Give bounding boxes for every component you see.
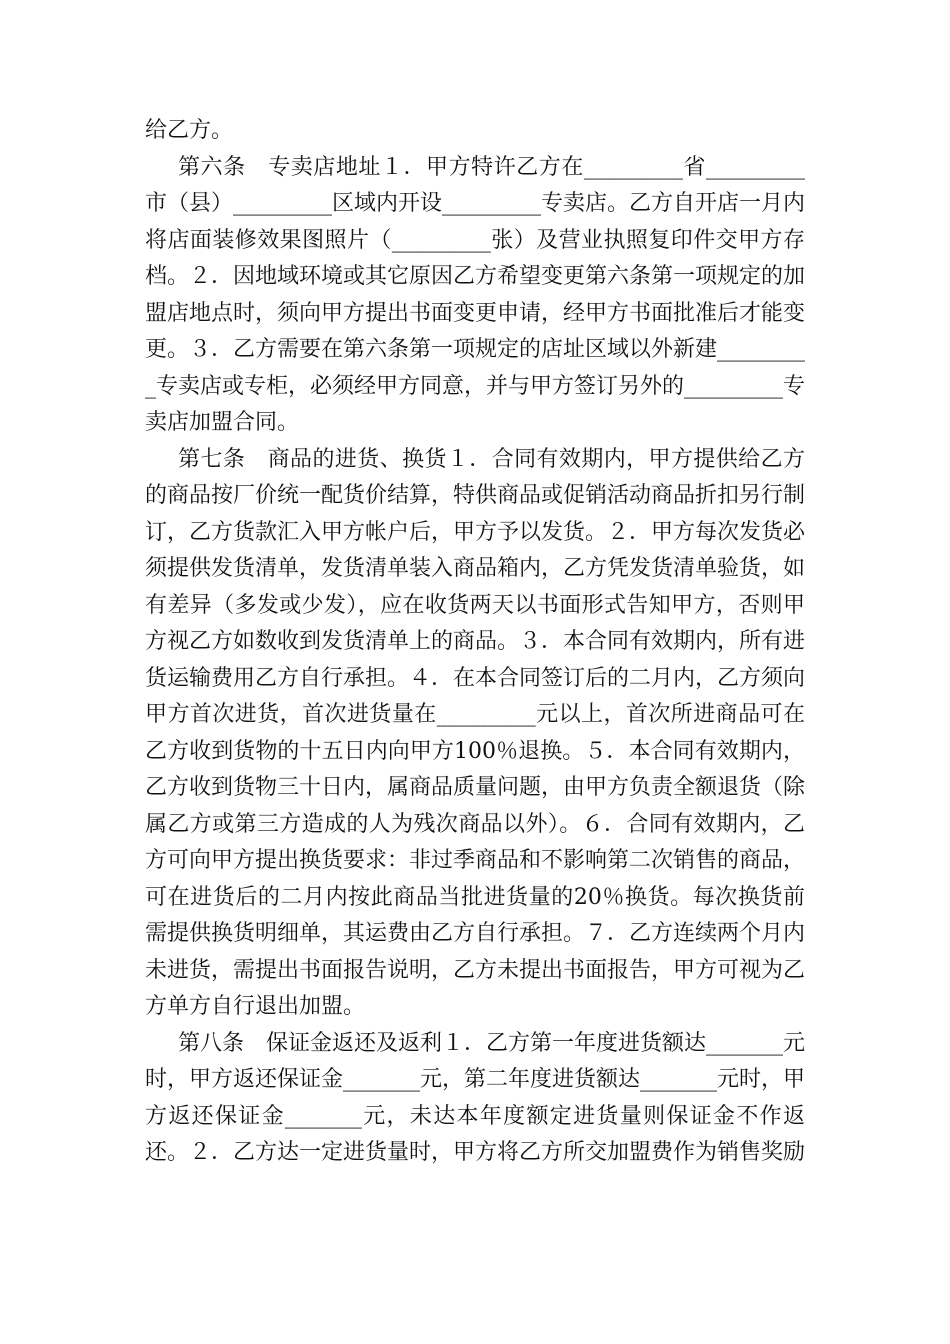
paragraph-article-8: 第八条 保证金返还及返利１．乙方第一年度进货额达_______元时，甲方返还保证金_______元，第二年度进货额达_______元时，甲方返还保证金_______元，未达本年度额定进货量则保证金不作返还。２．乙方达一定进货量时，甲方将乙方所交加盟费作为销售奖励 <box>145 1030 806 1165</box>
document-body <box>145 113 805 1172</box>
paragraph-article-6: 第六条 专卖店地址１．甲方特许乙方在_________省_________市（县）_________区域内开设_________专卖店。乙方自开店一月内将店面装修效果图照片（_________张）及营业执照复印件交甲方存档。２．因地域环境或其它原因乙方希望变更第六条第一项规定的加盟店地点时，须向甲方提出书面变更申请，经甲方书面批准后才能变更。３．乙方需要在第六条第一项规定的店址区域以外新建_________专卖店或专柜，必须经甲方同意，并与甲方签订另外的_________专卖店加盟合同。 <box>145 154 806 435</box>
paragraph-article-7: 第七条 商品的进货、换货１．合同有效期内，甲方提供给乙方的商品按厂价统一配货价结算，特供商品或促销活动商品折扣另行制订，乙方货款汇入甲方帐户后，甲方予以发货。２．甲方每次发货必须提供发货清单，发货清单装入商品箱内，乙方凭发货清单验货，如有差异（多发或少发），应在收货两天以书面形式告知甲方，否则甲方视乙方如数收到发货清单上的商品。３．本合同有效期内，所有进货运输费用乙方自行承担。４．在本合同签订后的二月内，乙方须向甲方首次进货，首次进货量在_________元以上，首次所进商品可在乙方收到货物的十五日内向甲方100％退换。５．本合同有效期内，乙方收到货物三十日内，属商品质量问题，由甲方负责全额退货（除属乙方或第三方造成的人为残次商品以外）。６．合同有效期内，乙方可向甲方提出换货要求：非过季商品和不影响第二次销售的商品，可在进货后的二月内按此商品当批进货量的20％换货。每次换货前需提供换货明细单，其运费由乙方自行承担。７．乙方连续两个月内未进货，需提出书面报告说明，乙方未提出书面报告，甲方可视为乙方单方自行退出加盟。 <box>145 446 806 1019</box>
paragraph-continuation: 给乙方。 <box>145 118 234 143</box>
